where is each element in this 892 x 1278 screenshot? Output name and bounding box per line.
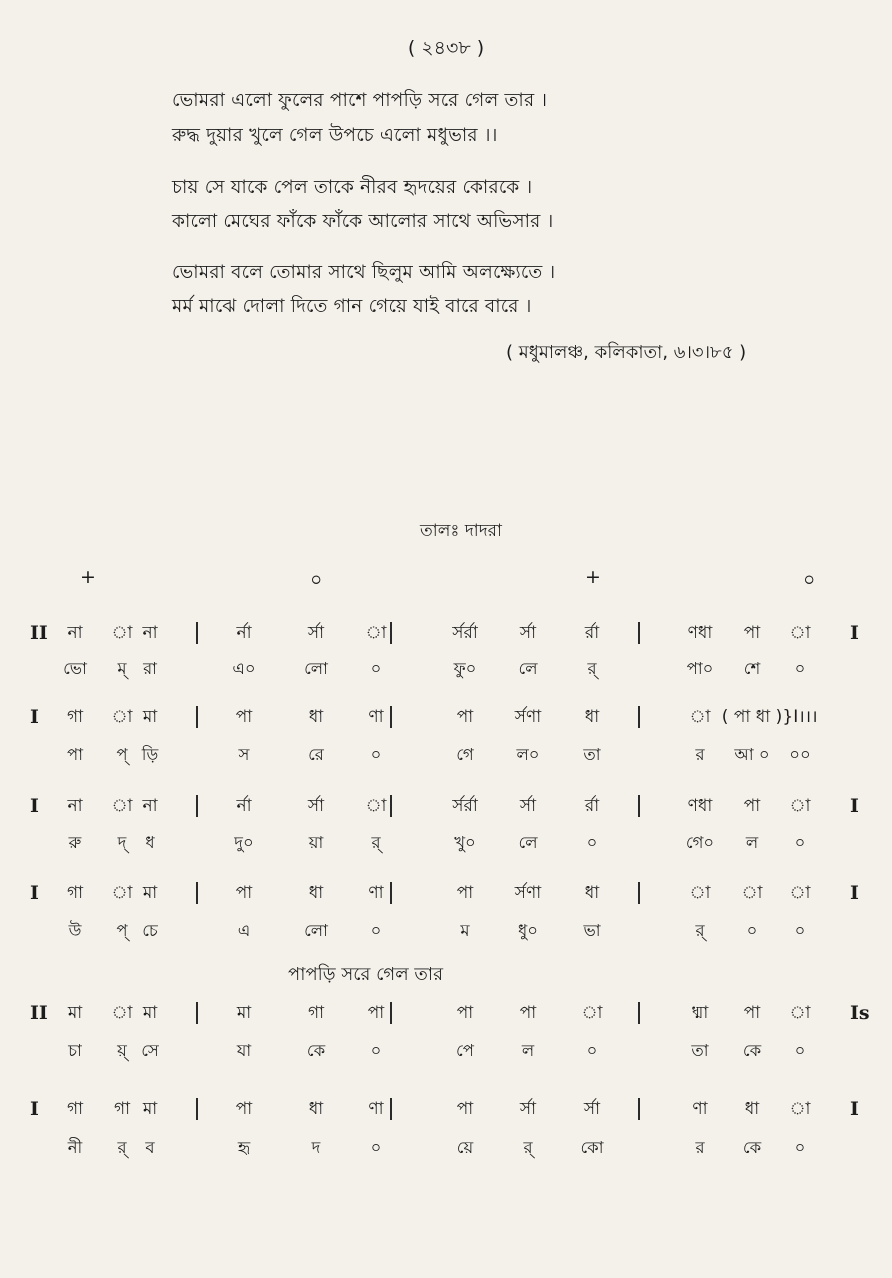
swara-note: র্সা xyxy=(519,623,537,643)
swara-row xyxy=(0,620,892,660)
swara-row xyxy=(0,704,892,744)
start-barline: II xyxy=(30,622,48,644)
swara-note: া xyxy=(789,1003,811,1023)
lyric-syllable: ধু০ xyxy=(518,921,538,940)
lyric-syllable: ম xyxy=(460,921,470,940)
lyric-line-5: ভোমরা বলে তোমার সাথে ছিলুম আমি অলক্ষ্যেতে । xyxy=(172,262,556,283)
lyric-syllable-row xyxy=(0,918,892,958)
lyric-syllable: ল xyxy=(521,1041,535,1060)
lyric-syllable: ভা xyxy=(583,921,601,940)
swara-note: া xyxy=(789,883,811,903)
barline xyxy=(390,1002,392,1024)
start-barline: I xyxy=(30,1098,39,1120)
lyric-syllable: পা০ xyxy=(686,659,714,678)
swara-note: র্না xyxy=(236,623,252,643)
lyric-syllable: প্ xyxy=(116,745,128,764)
lyric-syllable: ম্ xyxy=(117,659,127,678)
swara-note: া xyxy=(111,1003,133,1023)
lyric-syllable: ধ xyxy=(145,833,155,852)
swara-note: া xyxy=(111,623,133,643)
lyric-syllable-row xyxy=(0,742,892,782)
swara-note: া xyxy=(581,1003,603,1023)
end-barline: I xyxy=(850,622,859,644)
lyric-syllable: ০০ xyxy=(789,745,811,764)
lyric-syllable: দ্ xyxy=(117,833,127,852)
swara-note: গা xyxy=(66,1099,84,1119)
barline xyxy=(390,622,392,644)
lyric-syllable: ০ xyxy=(370,921,382,940)
swara-note: া xyxy=(789,623,811,643)
swara-note: া xyxy=(689,883,711,903)
swara-note: মা xyxy=(236,1003,252,1023)
lyric-syllable: ০ xyxy=(370,1041,382,1060)
barline xyxy=(638,622,640,644)
barline xyxy=(196,882,198,904)
swara-note: মা xyxy=(142,1003,158,1023)
swara-note: মা xyxy=(67,1003,83,1023)
beat-mark-sam: + xyxy=(80,566,96,588)
swara-note: র্সা xyxy=(307,623,325,643)
section-subheading: পাপড়ি সরে গেল তার xyxy=(288,964,443,985)
swara-note: া xyxy=(689,707,711,727)
lyric-line-3: চায় সে যাকে পেল তাকে নীরব হৃদয়ের কোরকে । xyxy=(172,177,533,198)
lyric-syllable: ফু০ xyxy=(453,659,477,678)
lyric-syllable: ব xyxy=(145,1138,155,1157)
lyric-syllable: ল০ xyxy=(516,745,540,764)
swara-note: র্সণা xyxy=(514,707,542,727)
swara-note: মা xyxy=(142,707,158,727)
lyric-syllable: লে xyxy=(518,833,538,852)
lyric-syllable: ড়ি xyxy=(141,745,159,764)
barline xyxy=(196,795,198,817)
swara-note: র্সা xyxy=(519,796,537,816)
lyric-syllable: য়্ xyxy=(117,1041,127,1060)
lyric-syllable: আ ০ xyxy=(734,745,770,764)
swara-note: পা xyxy=(456,707,474,727)
swara-row xyxy=(0,1000,892,1040)
lyric-syllable: র্ xyxy=(695,921,705,940)
swara-note: ণা xyxy=(368,883,384,903)
lyric-syllable: র্ xyxy=(587,659,597,678)
swara-note: গা xyxy=(66,707,84,727)
lyric-syllable: তা xyxy=(583,745,601,764)
lyric-syllable: ০ xyxy=(794,1138,806,1157)
swara-note: র্সণা xyxy=(514,883,542,903)
lyric-syllable: ০ xyxy=(794,921,806,940)
swara-note: ধা xyxy=(744,1099,760,1119)
lyric-syllable: ০ xyxy=(586,1041,598,1060)
lyric-syllable: শে xyxy=(743,659,761,678)
barline xyxy=(638,706,640,728)
swara-note: া xyxy=(741,883,763,903)
lyric-syllable: রু xyxy=(68,833,82,852)
lyric-syllable: প্ xyxy=(116,921,128,940)
lyric-syllable: পে xyxy=(456,1041,474,1060)
start-barline: I xyxy=(30,882,39,904)
end-barline: I xyxy=(850,882,859,904)
swara-note: না xyxy=(67,796,83,816)
swara-note: ণা xyxy=(368,707,384,727)
lyric-syllable: য়ে xyxy=(456,1138,474,1157)
barline xyxy=(638,795,640,817)
lyric-syllable: হৃ xyxy=(237,1138,251,1157)
swara-note: পা xyxy=(456,883,474,903)
lyric-syllable: নী xyxy=(67,1138,83,1157)
lyric-syllable: র xyxy=(695,745,705,764)
lyric-syllable: ০ xyxy=(794,1041,806,1060)
lyric-syllable: র্ xyxy=(117,1138,127,1157)
swara-note: পা xyxy=(743,623,761,643)
swara-note: া xyxy=(789,1099,811,1119)
beat-mark-sam-2: + xyxy=(585,566,601,588)
lyric-syllable: স xyxy=(238,745,250,764)
lyric-syllable: উ xyxy=(68,921,82,940)
swara-note: পা xyxy=(456,1003,474,1023)
swara-note: র্সা xyxy=(583,1099,601,1119)
swara-note: গা xyxy=(113,1099,131,1119)
lyric-syllable: কে xyxy=(742,1041,762,1060)
swara-note: মা xyxy=(142,883,158,903)
lyric-syllable: ০ xyxy=(370,1138,382,1157)
swara-note: র্রা xyxy=(584,796,600,816)
lyric-syllable: ০ xyxy=(586,833,598,852)
swara-row xyxy=(0,793,892,833)
swara-note: র্রা xyxy=(584,623,600,643)
swara-row xyxy=(0,880,892,920)
swara-note: মা xyxy=(142,1099,158,1119)
swara-note: ধা xyxy=(584,707,600,727)
lyric-line-6: মর্ম মাঝে দোলা দিতে গান গেয়ে যাই বারে বারে । xyxy=(172,296,532,317)
barline xyxy=(638,882,640,904)
swara-note: ণধা xyxy=(687,796,713,816)
lyric-syllable: য়া xyxy=(308,833,324,852)
swara-note: পা xyxy=(743,1003,761,1023)
lyric-syllable: যা xyxy=(236,1041,252,1060)
swara-note: পা xyxy=(235,1099,253,1119)
lyric-syllable: দু০ xyxy=(234,833,254,852)
page-number: ( ২৪৩৮ ) xyxy=(407,37,485,59)
lyric-syllable: ভো xyxy=(63,659,87,678)
barline xyxy=(196,1098,198,1120)
lyric-syllable: তা xyxy=(691,1041,709,1060)
lyric-syllable: র xyxy=(695,1138,705,1157)
barline xyxy=(638,1002,640,1024)
swara-note: র্না xyxy=(236,796,252,816)
barline xyxy=(390,795,392,817)
lyric-syllable-row xyxy=(0,656,892,696)
barline xyxy=(390,882,392,904)
end-barline: I xyxy=(850,1098,859,1120)
barline xyxy=(196,706,198,728)
swara-note: ধা xyxy=(308,883,324,903)
lyric-syllable: ০ xyxy=(370,745,382,764)
swara-note: র্সা xyxy=(519,1099,537,1119)
swara-note: া xyxy=(111,796,133,816)
start-barline: I xyxy=(30,706,39,728)
swara-note: পা xyxy=(743,796,761,816)
swara-note: ধা xyxy=(308,707,324,727)
swara-note: পা xyxy=(456,1099,474,1119)
lyric-syllable-row xyxy=(0,1135,892,1175)
lyric-syllable: লে xyxy=(518,659,538,678)
lyric-syllable: সে xyxy=(141,1041,159,1060)
lyric-syllable: কে xyxy=(306,1041,326,1060)
swara-note: ধা xyxy=(584,883,600,903)
swara-note: র্সর্রা xyxy=(452,623,478,643)
composition-credit: ( মধুমালঞ্চ, কলিকাতা, ৬।৩।৮৫ ) xyxy=(506,342,747,363)
swara-row xyxy=(0,1096,892,1136)
lyric-syllable: চে xyxy=(142,921,158,940)
lyric-syllable: র্ xyxy=(523,1138,533,1157)
swara-note: র্সর্রা xyxy=(452,796,478,816)
lyric-syllable: রে xyxy=(308,745,324,764)
barline xyxy=(390,1098,392,1120)
lyric-syllable: খু০ xyxy=(454,833,476,852)
swara-note: ণা xyxy=(368,1099,384,1119)
swara-note: পা xyxy=(235,707,253,727)
lyric-syllable: চা xyxy=(68,1041,82,1060)
lyric-syllable: পা xyxy=(67,745,83,764)
lyric-line-2: রুদ্ধ দুয়ার খুলে গেল উপচে এলো মধুভার ।। xyxy=(172,125,498,146)
swara-note: ণা xyxy=(692,1099,708,1119)
lyric-syllable: ০ xyxy=(746,921,758,940)
lyric-syllable: দ xyxy=(311,1138,321,1157)
swara-note: }I।।। xyxy=(782,707,818,727)
lyric-syllable: ল xyxy=(745,833,759,852)
lyric-line-1: ভোমরা এলো ফুলের পাশে পাপড়ি সরে গেল তার । xyxy=(172,90,548,111)
swara-note: ( পা ধা ) xyxy=(721,707,783,727)
barline xyxy=(196,1002,198,1024)
barline xyxy=(196,622,198,644)
swara-note: া xyxy=(789,796,811,816)
barline xyxy=(390,706,392,728)
end-barline: I xyxy=(850,795,859,817)
lyric-syllable: ০ xyxy=(794,833,806,852)
end-barline: Is xyxy=(850,1002,870,1024)
swara-note: া xyxy=(111,883,133,903)
swara-note: া xyxy=(365,796,387,816)
lyric-syllable: এ xyxy=(237,921,251,940)
swara-note: না xyxy=(142,623,158,643)
swara-note: গা xyxy=(66,883,84,903)
swara-note: পা xyxy=(367,1003,385,1023)
lyric-syllable: র্ xyxy=(371,833,381,852)
lyric-syllable: লো xyxy=(304,659,328,678)
lyric-syllable: লো xyxy=(304,921,328,940)
lyric-syllable: গে xyxy=(456,745,474,764)
swara-note: গা xyxy=(307,1003,325,1023)
swara-note: না xyxy=(67,623,83,643)
swara-note: ধা xyxy=(308,1099,324,1119)
start-barline: I xyxy=(30,795,39,817)
swara-note: া xyxy=(365,623,387,643)
swara-note: র্সা xyxy=(307,796,325,816)
lyric-syllable: ০ xyxy=(794,659,806,678)
swara-note: ধ্মা xyxy=(691,1003,709,1023)
swara-note: ণধা xyxy=(687,623,713,643)
lyric-syllable: এ০ xyxy=(232,659,256,678)
start-barline: II xyxy=(30,1002,48,1024)
lyric-line-4: কালো মেঘের ফাঁকে ফাঁকে আলোর সাথে অভিসার । xyxy=(172,211,554,232)
barline xyxy=(638,1098,640,1120)
lyric-syllable: রা xyxy=(143,659,157,678)
swara-note: া xyxy=(111,707,133,727)
beat-mark-khali-2: ০ xyxy=(803,569,816,591)
swara-note: পা xyxy=(519,1003,537,1023)
lyric-syllable: ০ xyxy=(370,659,382,678)
lyric-syllable-row xyxy=(0,1038,892,1078)
lyric-syllable: কো xyxy=(580,1138,604,1157)
swara-note: না xyxy=(142,796,158,816)
lyric-syllable-row xyxy=(0,830,892,870)
lyric-syllable: গে০ xyxy=(685,833,715,852)
taal-label: তালঃ দাদরা xyxy=(420,521,502,541)
lyric-syllable: কে xyxy=(742,1138,762,1157)
swara-note: পা xyxy=(235,883,253,903)
beat-mark-khali: ০ xyxy=(310,569,323,591)
